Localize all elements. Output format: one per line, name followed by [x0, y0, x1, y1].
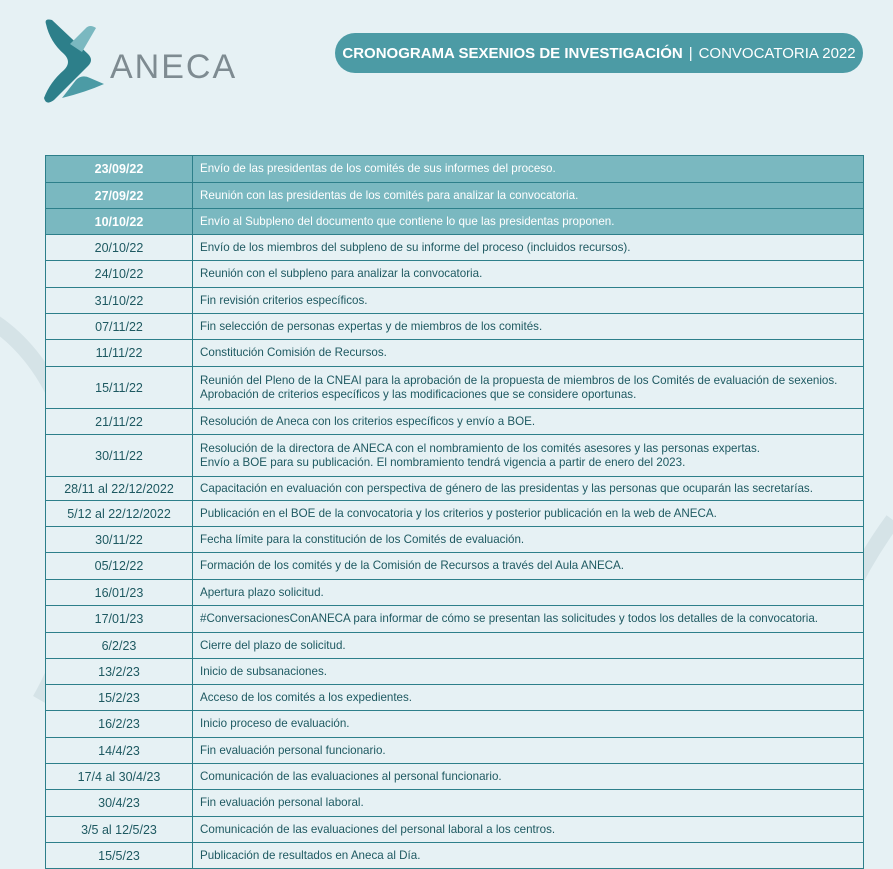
schedule-row	[46, 843, 863, 869]
description-line: Constitución Comisión de Recursos.	[200, 346, 387, 360]
description-line: Envío de las presidentas de los comités de sus informes del proceso.	[200, 162, 556, 176]
row-date: 30/11/22	[46, 435, 193, 476]
description-line: Reunión con el subpleno para analizar la convocatoria.	[200, 267, 483, 281]
banner-separator: |	[688, 44, 693, 62]
title-banner	[335, 33, 863, 73]
description-line: Fin evaluación personal laboral.	[200, 796, 364, 810]
row-date: 20/10/22	[46, 235, 193, 260]
schedule-row	[46, 501, 863, 527]
row-date: 31/10/22	[46, 288, 193, 313]
description-line: Comunicación de las evaluaciones al personal funcionario.	[200, 769, 502, 783]
row-description	[193, 156, 863, 182]
row-description	[193, 633, 863, 658]
row-description	[193, 314, 863, 339]
row-date: 07/11/22	[46, 314, 193, 339]
description-line: Fin selección de personas expertas y de miembros de los comités.	[200, 319, 543, 333]
description-line: Envío de los miembros del subpleno de su informe del proceso (incluidos recursos).	[200, 240, 631, 254]
row-description	[193, 477, 863, 500]
row-description	[193, 501, 863, 526]
schedule-row	[46, 738, 863, 764]
row-description	[193, 288, 863, 313]
schedule-row	[46, 367, 863, 409]
description-line: Inicio proceso de evaluación.	[200, 717, 350, 731]
row-date: 21/11/22	[46, 409, 193, 434]
schedule-row	[46, 606, 863, 633]
description-line: Aprobación de criterios específicos y las modificaciones que se considere oportunas.	[200, 387, 637, 401]
schedule-row	[46, 817, 863, 843]
row-date: 3/5 al 12/5/23	[46, 817, 193, 842]
row-date: 15/11/22	[46, 367, 193, 408]
description-line: Envío a BOE para su publicación. El nombramiento tendrá vigencia a partir de enero del 2023.	[200, 455, 686, 469]
description-line: Publicación de resultados en Aneca al Día.	[200, 848, 421, 862]
row-date: 14/4/23	[46, 738, 193, 763]
description-line: Envío al Subpleno del documento que contiene lo que las presidentas proponen.	[200, 214, 615, 228]
schedule-row	[46, 553, 863, 580]
row-description	[193, 738, 863, 763]
description-line: Resolución de Aneca con los criterios específicos y envío a BOE.	[200, 414, 536, 428]
schedule-row	[46, 580, 863, 606]
description-line: Reunión del Pleno de la CNEAI para la aprobación de la propuesta de miembros de los Comités de evaluación de sexenios.	[200, 374, 838, 387]
row-description	[193, 340, 863, 366]
schedule-row	[46, 156, 863, 183]
description-line: Formación de los comités y de la Comisión de Recursos a través del Aula ANECA.	[200, 559, 625, 573]
schedule-row	[46, 314, 863, 340]
schedule-row	[46, 340, 863, 367]
description-line: Resolución de la directora de ANECA con el nombramiento de los comités asesores y las personas expertas.	[200, 442, 761, 455]
row-description	[193, 409, 863, 434]
description-line: Fin evaluación personal funcionario.	[200, 743, 386, 757]
row-date: 30/4/23	[46, 790, 193, 816]
schedule-row	[46, 711, 863, 738]
row-description	[193, 711, 863, 737]
row-description	[193, 606, 863, 632]
row-description	[193, 183, 863, 208]
row-date: 16/2/23	[46, 711, 193, 737]
schedule-row	[46, 183, 863, 209]
schedule-table	[45, 155, 864, 869]
row-description	[193, 580, 863, 605]
schedule-row	[46, 235, 863, 261]
row-description	[193, 843, 863, 868]
schedule-row	[46, 764, 863, 790]
row-description	[193, 790, 863, 816]
row-description	[193, 367, 863, 408]
description-line: Fin revisión criterios específicos.	[200, 293, 368, 307]
row-description	[193, 659, 863, 684]
banner-title: CRONOGRAMA SEXENIOS DE INVESTIGACIÓN	[342, 44, 683, 62]
description-line: Reunión con las presidentas de los comités para analizar la convocatoria.	[200, 188, 579, 202]
row-date: 27/09/22	[46, 183, 193, 208]
description-line: Apertura plazo solicitud.	[200, 585, 324, 599]
logo-text: ANECA	[110, 48, 238, 86]
row-description	[193, 764, 863, 789]
row-description	[193, 261, 863, 287]
schedule-row	[46, 288, 863, 314]
description-line: Capacitación en evaluación con perspectiva de género de las presidentas y las personas que ocuparán las secretarías.	[200, 481, 813, 495]
description-line: Comunicación de las evaluaciones del personal laboral a los centros.	[200, 822, 556, 836]
row-date: 11/11/22	[46, 340, 193, 366]
row-date: 10/10/22	[46, 209, 193, 234]
row-date: 15/2/23	[46, 685, 193, 710]
row-date: 17/4 al 30/4/23	[46, 764, 193, 789]
banner-subtitle: CONVOCATORIA 2022	[698, 44, 856, 62]
row-date: 23/09/22	[46, 156, 193, 182]
schedule-row	[46, 261, 863, 288]
row-date: 17/01/23	[46, 606, 193, 632]
row-date: 24/10/22	[46, 261, 193, 287]
row-date: 28/11 al 22/12/2022	[46, 477, 193, 500]
schedule-row	[46, 527, 863, 553]
row-description	[193, 817, 863, 842]
row-description	[193, 685, 863, 710]
row-date: 16/01/23	[46, 580, 193, 605]
description-line: Publicación en el BOE de la convocatoria y los criterios y posterior publicación en la web de ANECA.	[200, 506, 717, 520]
row-description	[193, 527, 863, 552]
row-description	[193, 235, 863, 260]
row-date: 6/2/23	[46, 633, 193, 658]
schedule-row	[46, 633, 863, 659]
description-line: #ConversacionesConANECA para informar de cómo se presentan las solicitudes y todos los detalles de la convocatoria.	[200, 612, 819, 626]
schedule-row	[46, 685, 863, 711]
aneca-logo	[42, 18, 238, 104]
description-line: Cierre del plazo de solicitud.	[200, 638, 346, 652]
schedule-row	[46, 409, 863, 435]
row-date: 15/5/23	[46, 843, 193, 868]
schedule-row	[46, 790, 863, 817]
row-date: 5/12 al 22/12/2022	[46, 501, 193, 526]
description-line: Fecha límite para la constitución de los Comités de evaluación.	[200, 532, 525, 546]
row-date: 30/11/22	[46, 527, 193, 552]
description-line: Acceso de los comités a los expedientes.	[200, 690, 413, 704]
schedule-row	[46, 209, 863, 235]
row-description	[193, 435, 863, 476]
row-description	[193, 209, 863, 234]
row-date: 13/2/23	[46, 659, 193, 684]
schedule-row	[46, 477, 863, 501]
row-date: 05/12/22	[46, 553, 193, 579]
schedule-row	[46, 659, 863, 685]
row-description	[193, 553, 863, 579]
description-line: Inicio de subsanaciones.	[200, 664, 327, 678]
schedule-row	[46, 435, 863, 477]
